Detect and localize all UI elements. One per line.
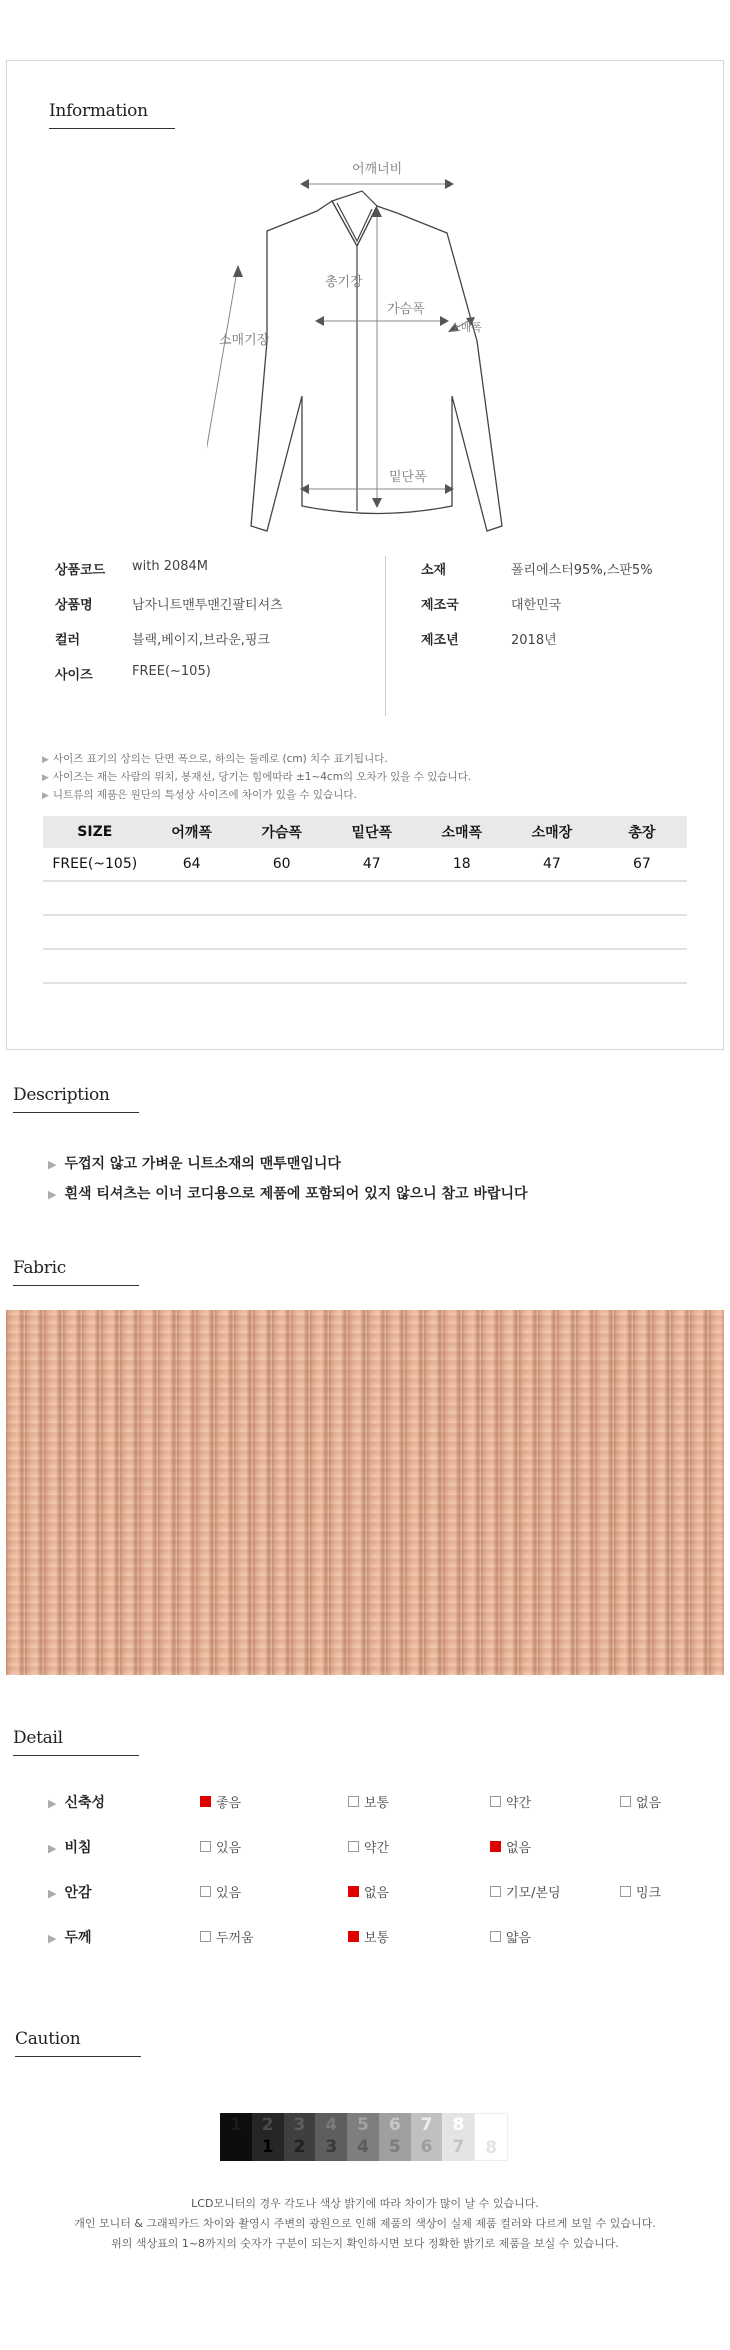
table-cell: 47 [542, 856, 561, 872]
size-notes [42, 751, 471, 805]
caution-line: 위의 색상표의 1~8까지의 숫자가 구분이 되는지 확인하시면 보다 정확한 밝기로 제품을 보실 수 있습니다. [111, 2237, 619, 2250]
table-cell: FREE(~105) [52, 856, 138, 872]
chest-label: 가슴폭 [387, 302, 425, 317]
detail-option: 없음 [620, 1792, 661, 1811]
header-cell: 가슴폭 [261, 825, 302, 841]
detail-option: 없음 [490, 1837, 531, 1856]
detail-option: 얇음 [490, 1927, 531, 1946]
garment-diagram [207, 161, 537, 561]
shoulder-label: 어깨너비 [352, 162, 403, 177]
caution-line: LCD모니터의 경우 각도나 색상 밝기에 따라 차이가 많이 날 수 있습니다. [191, 2197, 539, 2210]
empty-row [43, 882, 687, 916]
header-cell: 총장 [628, 825, 656, 841]
detail-option: 있음 [200, 1882, 241, 1901]
table-cell: 64 [182, 856, 201, 872]
detail-row-label: ▶ 신축성 [48, 1795, 106, 1811]
color-swatch-strip [220, 2113, 508, 2161]
detail-option: 보통 [348, 1927, 389, 1946]
empty-row [43, 950, 687, 984]
swatch: 1 [220, 2113, 252, 2161]
sleeve-length-label: 소매기장 [219, 333, 270, 348]
size-table [43, 816, 687, 984]
table-cell: 47 [362, 856, 381, 872]
swatch: 4 3 [315, 2113, 347, 2161]
detail-option: 보통 [348, 1792, 389, 1811]
hem-label: 밑단폭 [389, 470, 427, 485]
sleeve-width-label: 소매폭 [450, 321, 482, 334]
information-title: Information [49, 101, 148, 121]
header-cell: 소매폭 [441, 825, 483, 841]
caution-title: Caution [15, 2029, 80, 2049]
detail-option: 기모/본딩 [490, 1882, 561, 1901]
detail-option: 약간 [348, 1837, 389, 1856]
header-cell: 어깨폭 [171, 825, 212, 841]
header-cell: 소매장 [531, 825, 573, 841]
header-cell: SIZE [77, 824, 113, 840]
caution-line: 개인 모니터 & 그래픽카드 차이와 촬영시 주변의 광원으로 인해 제품의 색상이 실제 제품 컬러와 다르게 보일 수 있습니다. [74, 2217, 656, 2230]
detail-row-label: ▶ 비침 [48, 1840, 92, 1856]
table-cell: 60 [272, 856, 291, 872]
size-table-header [43, 816, 687, 848]
table-cell: 67 [633, 856, 651, 872]
size-note: ▶ 니트류의 제품은 원단의 특성상 사이즈에 차이가 있을 수 있습니다. [42, 789, 357, 801]
detail-option: 약간 [490, 1792, 531, 1811]
table-cell: 18 [452, 856, 471, 872]
swatch: 8 7 [442, 2113, 474, 2161]
size-note: ▶ 사이즈는 재는 사람의 위치, 봉재선, 당기는 힘에따라 ±1~4cm의 오차가 있을 수 있습니다. [42, 771, 472, 783]
swatch: 5 4 [347, 2113, 379, 2161]
detail-option: 밍크 [620, 1882, 661, 1901]
fabric-photo [6, 1310, 724, 1675]
description-bullet: ▶ 두껍지 않고 가벼운 니트소재의 맨투맨입니다 [48, 1156, 341, 1172]
detail-option: 두꺼움 [200, 1927, 254, 1946]
swatch: 7 6 [411, 2113, 443, 2161]
swatch: 8 [474, 2113, 508, 2161]
swatch: 3 2 [284, 2113, 316, 2161]
fabric-title: Fabric [13, 1258, 66, 1278]
size-note: ▶ 사이즈 표기의 상의는 단면 폭으로, 하의는 둘레로 (cm) 치수 표기됩니다. [42, 753, 388, 765]
detail-option: 좋음 [200, 1792, 241, 1811]
swatch: 2 1 [252, 2113, 284, 2161]
information-box: Information 어깨너비 총기장 가슴폭 소매기장 소매폭 밑단폭 상품코드 with 2084M 상품명 남자니트맨투맨긴팔티셔츠 컬러 블랙,베이지,브라운,핑크 사이즈 FREE(~105) 소재 폴리에스터95%,스판5% 제조국 대한민국 제조년 2018년 ▶ 사이즈 표기의 상의는 단면 폭으로, 하의는 둘레로 (cm) 치수 표기됩니다. ▶ 사이즈는 재는 사람의 위치, 봉재선, 당기는 힘에따라 ±1~4cm의 오차가 있을 수 있습니다. ▶ 니트류의 제품은 원단의 특성상 사이즈에 차이가 있을 수 있습니다. SIZE 어깨폭 가슴폭 밑단폭 소매폭 소매장 총장 FREE(~105) 64 60 47 18 47 67 [6, 60, 724, 1050]
length-label: 총기장 [325, 275, 363, 290]
spec-divider [385, 556, 386, 716]
detail-row-label: ▶ 두께 [48, 1930, 92, 1946]
header-cell: 밑단폭 [351, 825, 393, 841]
detail-option: 없음 [348, 1882, 389, 1901]
description-title: Description [13, 1085, 110, 1105]
detail-option: 있음 [200, 1837, 241, 1856]
table-row [43, 848, 687, 882]
swatch: 6 5 [379, 2113, 411, 2161]
detail-row-label: ▶ 안감 [48, 1885, 92, 1901]
empty-row [43, 916, 687, 950]
description-bullet: ▶ 흰색 티셔츠는 이너 코디용으로 제품에 포함되어 있지 않으니 참고 바랍니다 [48, 1186, 528, 1202]
detail-title: Detail [13, 1728, 63, 1748]
